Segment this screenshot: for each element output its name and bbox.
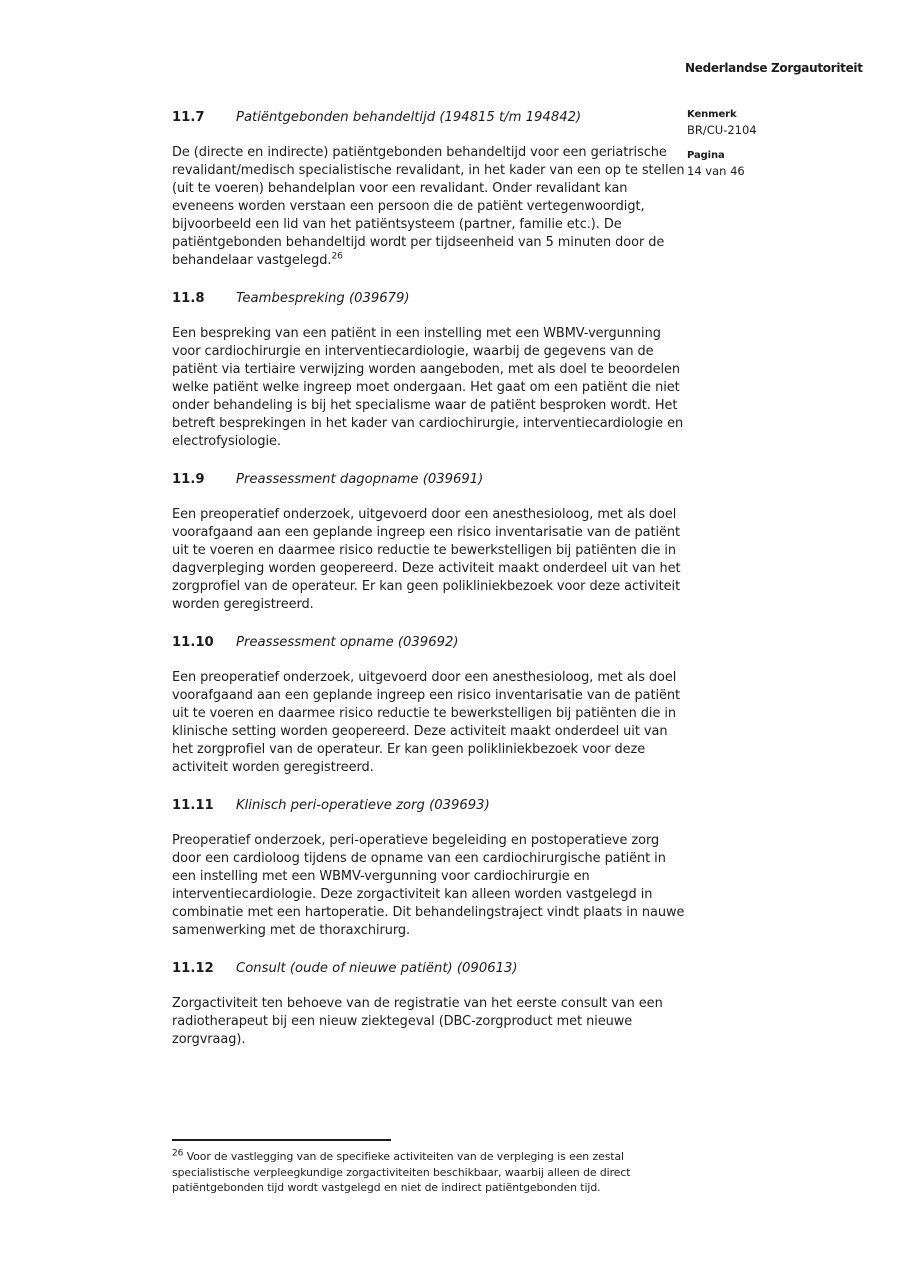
section-body: Preoperatief onderzoek, peri-operatieve begeleiding en postoperatieve zorg door een cardioloog tijdens de opname van een cardiochirurgische patiënt in een instelling met een WBMV-vergunning voor cardiochirurgie en interventiecardiologie. Deze zorgactiviteit kan alleen worden vastgelegd in combinatie met een hartoperatie. Dit behandelingstraject vindt plaats in nauwe samenwerking met de thoraxchirurg. [172, 833, 685, 938]
section-number: 11.11 [172, 798, 214, 813]
pagina-value: 14 van 46 [687, 164, 745, 178]
footnote-divider [172, 1139, 391, 1141]
section-heading [172, 109, 688, 127]
section-heading [172, 634, 688, 652]
section-number: 11.8 [172, 291, 205, 306]
footnote-reference: 26 [331, 251, 343, 262]
pagina-label: Pagina [687, 150, 725, 161]
section-number: 11.7 [172, 110, 205, 125]
section-11-12 [172, 960, 688, 1049]
footnote-body: Voor de vastlegging van de specifieke activiteiten van de verpleging is een zestal specialistische verpleegkundige zorgactiviteiten beschikbaar, waarbij alleen de direct patiëntgebonden tijd wordt vastgelegd en niet de indirect patiëntgebonden tijd. [172, 1150, 631, 1194]
footnote-number: 26 [172, 1148, 184, 1159]
section-number: 11.12 [172, 961, 214, 976]
section-body: Zorgactiviteit ten behoeve van de registratie van het eerste consult van een radiotherapeut bij een nieuw ziektegeval (DBC-zorgproduct met nieuwe zorgvraag). [172, 996, 663, 1047]
kenmerk-label: Kenmerk [687, 109, 737, 120]
section-title: Klinisch peri-operatieve zorg (039693) [236, 798, 490, 813]
section-heading [172, 797, 688, 815]
page-meta-block [687, 109, 867, 191]
footnote-text [172, 1149, 672, 1196]
section-title: Teambespreking (039679) [236, 291, 410, 306]
section-heading [172, 960, 688, 978]
section-11-9 [172, 471, 688, 614]
section-heading [172, 471, 688, 489]
section-number: 11.9 [172, 472, 205, 487]
section-title: Preassessment opname (039692) [236, 635, 459, 650]
kenmerk-value: BR/CU-2104 [687, 123, 757, 137]
section-body [172, 144, 688, 270]
main-content [172, 109, 688, 1069]
section-number: 11.10 [172, 635, 214, 650]
brand-title: Nederlandse Zorgautoriteit [685, 61, 863, 75]
section-title: Preassessment dagopname (039691) [236, 472, 484, 487]
section-11-10 [172, 634, 688, 777]
section-body: Een bespreking van een patiënt in een instelling met een WBMV-vergunning voor cardiochirurgie en interventiecardiologie, waarbij de gegevens van de patiënt via tertiaire verwijzing worden aangeboden, met als doel te beoordelen welke patiënt welke ingreep moet ondergaan. Het gaat om een patiënt die niet onder behandeling is bij het specialisme waar de patiënt besproken wordt. Het betreft besprekingen in het kader van cardiochirurgie, interventiecardiologie en electrofysiologie. [172, 326, 684, 449]
section-heading [172, 290, 688, 308]
section-body: Een preoperatief onderzoek, uitgevoerd door een anesthesioloog, met als doel voorafgaand aan een geplande ingreep een risico inventarisatie van de patiënt uit te voeren en daarmee risico reductie te bewerkstelligen bij patiënten die in dagverpleging worden geopereerd. Deze activiteit maakt onderdeel uit van het zorgprofiel van de operateur. Er kan geen polikliniekbezoek voor deze activiteit worden geregistreerd. [172, 507, 681, 612]
section-11-11 [172, 797, 688, 940]
section-title: Patiëntgebonden behandeltijd (194815 t/m 194842) [236, 110, 582, 125]
footnote-block [172, 1139, 672, 1196]
section-11-8 [172, 290, 688, 451]
section-body-text: De (directe en indirecte) patiëntgebonden behandeltijd voor een geriatrische revalidant/medisch specialistische revalidant, in het kader van een op te stellen (uit te voeren) behandelplan voor een revalidant. Onder revalidant kan eveneens worden verstaan een persoon die de patiënt vertegenwoordigt, bijvoorbeeld een lid van het patiëntsysteem (partner, familie etc.). De patiëntgebonden behandeltijd wordt per tijdseenheid van 5 minuten door de behandelaar vastgelegd. [172, 145, 685, 268]
section-title: Consult (oude of nieuwe patiënt) (090613) [236, 961, 518, 976]
section-body: Een preoperatief onderzoek, uitgevoerd door een anesthesioloog, met als doel voorafgaand aan een geplande ingreep een risico inventarisatie van de patiënt uit te voeren en daarmee risico reductie te bewerkstelligen bij patiënten die in klinische setting worden geopereerd. Deze activiteit maakt onderdeel uit van het zorgprofiel van de operateur. Er kan geen polikliniekbezoek voor deze activiteit worden geregistreerd. [172, 670, 681, 775]
section-11-7 [172, 109, 688, 270]
